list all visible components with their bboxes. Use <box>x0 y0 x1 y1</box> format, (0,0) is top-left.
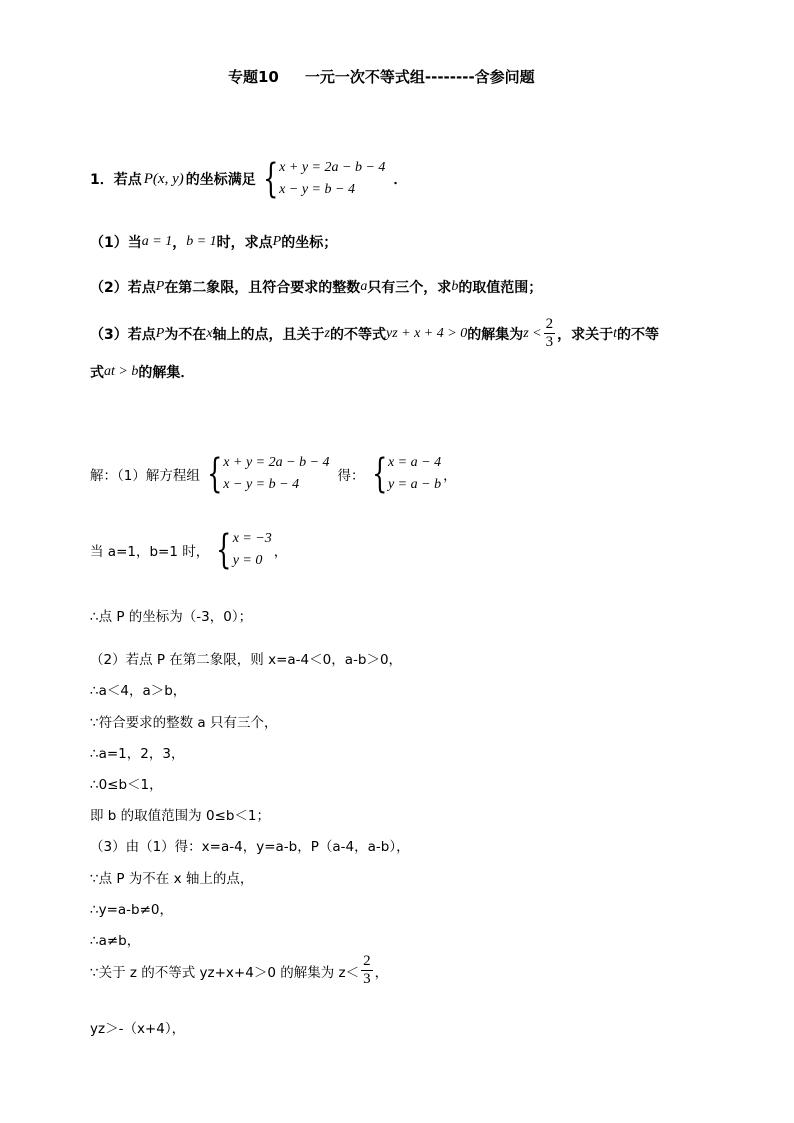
solution-system-row-1: x + y = 2a − b − 4 <box>223 455 330 470</box>
part3-text-7: 的不等 <box>617 326 659 343</box>
solution-l14-text-a: ∵关于 z 的不等式 yz+x+4＞0 的解集为 z＜ <box>90 964 360 981</box>
solution-line-10: （3）由（1）得：x=a-4，y=a-b，P（a-4，a-b）， <box>90 839 410 855</box>
question-end: ． <box>393 172 408 188</box>
solution-result-row-1: x = a − 4 <box>387 455 442 470</box>
question-intro-2: 的坐标满足 <box>185 172 256 188</box>
solution-line-7: ∴a=1，2，3， <box>90 746 185 762</box>
part2-math-1: P <box>155 279 165 294</box>
solution-line-14 <box>90 953 388 988</box>
solution-line-12: ∴y=a-b≠0， <box>90 902 174 918</box>
solution-line-3: ∴点 P 的坐标为（-3，0）； <box>90 609 253 625</box>
part3-text-3: 轴上的点，且关于 <box>212 326 325 343</box>
solution-equation-system <box>202 452 330 496</box>
question-part-2 <box>90 277 542 297</box>
part3-math-5: z < <box>523 325 542 341</box>
fraction-denominator: 3 <box>363 971 371 987</box>
title-prefix: 专题10 <box>228 68 279 86</box>
question-number: 1． <box>90 172 114 188</box>
solution-line-9: 即 b 的取值范围为 0≤b＜1； <box>90 808 271 824</box>
question-intro-1: 若点 <box>113 172 142 188</box>
left-brace-icon: { <box>216 527 232 573</box>
solution-line-13: ∴a≠b， <box>90 933 141 949</box>
question-part-1 <box>90 232 337 252</box>
solution-l2-system <box>211 528 272 572</box>
fraction-numerator: 2 <box>545 316 554 332</box>
solution-fraction-two-thirds <box>361 953 373 988</box>
question-part-3-line-1 <box>90 316 659 351</box>
solution-l14-text-b: ， <box>374 964 389 981</box>
solution-result-system <box>367 452 442 496</box>
equation-row-2: x − y = b − 4 <box>279 182 355 197</box>
solution-result-row-2: y = a − b <box>387 477 442 492</box>
solution-l2-text-a: 当 a=1，b=1 时， <box>90 544 210 560</box>
left-brace-icon: { <box>262 156 279 202</box>
part3-math-6: t <box>613 325 617 341</box>
equation-system <box>258 157 386 201</box>
part1-math-3: P <box>272 234 282 249</box>
part2-math-3: b <box>451 279 459 294</box>
part3-math-7: at > b <box>104 364 139 379</box>
solution-l2-text-c: ， <box>273 544 288 560</box>
solution-line-11: ∵点 P 为不在 x 轴上的点， <box>90 871 254 887</box>
question-1-stem <box>90 157 407 201</box>
part1-text-1: （1）当 <box>90 235 142 251</box>
part2-math-2: a <box>360 279 368 294</box>
part3-math-3: z <box>324 325 330 341</box>
solution-line-2 <box>90 528 287 572</box>
point-p-xy: P(x, y) <box>143 170 184 187</box>
part3-text-5: 的解集为 <box>467 326 524 343</box>
part2-text-3: 只有三个，求 <box>367 280 452 296</box>
left-brace-icon: { <box>371 451 387 497</box>
part1-text-3: 时，求点 <box>216 235 273 251</box>
solution-l1-text-b: 得： <box>337 468 365 484</box>
solution-l2-row-1: x = −3 <box>232 531 272 546</box>
part3-text-6: ，求关于 <box>557 326 614 343</box>
part3-text-2: 为不在 <box>164 326 207 343</box>
part1-math-1: a = 1 <box>141 234 173 249</box>
part3-text-8: 式 <box>90 365 104 381</box>
part3-text-1: （3）若点 <box>90 326 156 343</box>
solution-system-row-2: x − y = b − 4 <box>223 477 300 492</box>
question-part-3-line-2 <box>90 362 194 382</box>
part1-math-2: b = 1 <box>186 234 217 249</box>
part2-text-4: 的取值范围； <box>458 280 543 296</box>
solution-line-6: ∵符合要求的整数 a 只有三个， <box>90 715 278 731</box>
part2-text-2: 在第二象限，且符合要求的整数 <box>164 280 361 296</box>
solution-l1-text-c: ， <box>443 468 457 484</box>
title-main: 一元一次不等式组--------含参问题 <box>304 68 535 86</box>
part1-text-2: ， <box>172 235 187 251</box>
equation-row-1: x + y = 2a − b − 4 <box>279 160 386 175</box>
solution-l2-row-2: y = 0 <box>232 553 263 568</box>
solution-line-5: ∴a＜4，a＞b， <box>90 683 187 699</box>
fraction-numerator: 2 <box>363 953 371 969</box>
solution-line-1 <box>90 452 457 496</box>
document-title <box>228 66 535 87</box>
part2-text-1: （2）若点 <box>90 280 156 296</box>
fraction-two-thirds <box>544 316 556 351</box>
solution-line-8: ∴0≤b＜1， <box>90 777 163 793</box>
part3-text-4: 的不等式 <box>329 326 386 343</box>
solution-l1-text-a: 解：（1）解方程组 <box>90 468 200 484</box>
solution-line-4: （2）若点 P 在第二象限，则 x=a-4＜0，a-b＞0， <box>90 652 403 668</box>
part3-math-2: x <box>206 325 213 341</box>
part3-math-1: P <box>155 325 165 341</box>
left-brace-icon: { <box>206 451 223 497</box>
part1-text-4: 的坐标； <box>281 235 338 251</box>
part3-math-4: yz + x + 4 > 0 <box>385 325 468 341</box>
part3-text-9: 的解集． <box>138 365 195 381</box>
solution-line-15: yz＞-（x+4）， <box>90 1021 186 1037</box>
fraction-denominator: 3 <box>545 334 554 350</box>
